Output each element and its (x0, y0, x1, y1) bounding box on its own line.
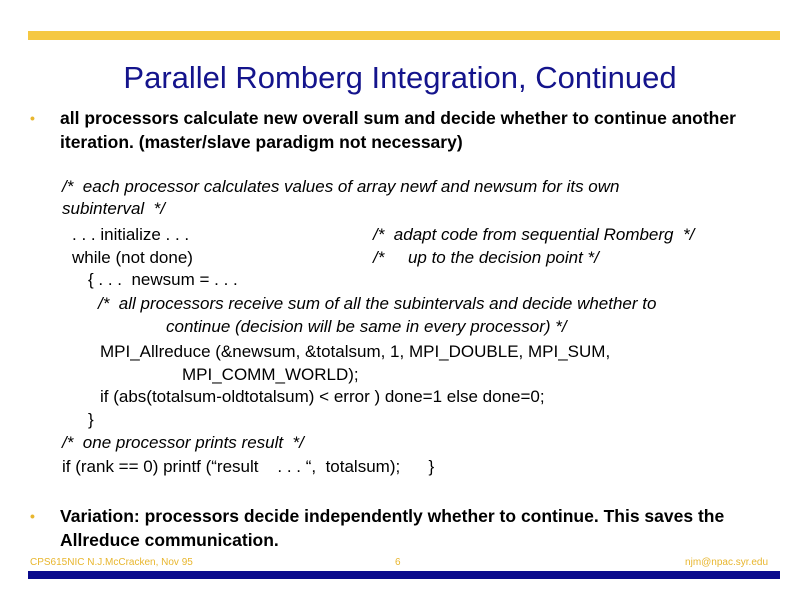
bullet-dot-icon: • (30, 110, 35, 126)
footer-email: njm@npac.syr.edu (685, 557, 768, 568)
footer-page-number: 6 (395, 557, 401, 568)
code-line-close-brace: } (88, 410, 94, 429)
code-comment-adapt: /* adapt code from sequential Romberg */ (373, 225, 695, 244)
footer-author: CPS615NIC N.J.McCracken, Nov 95 (30, 557, 193, 568)
code-comment-print: /* one processor prints result */ (62, 433, 304, 452)
code-comment-decision: /* up to the decision point */ (373, 248, 599, 267)
code-comment-2: subinterval */ (62, 199, 165, 218)
code-comment-continue: continue (decision will be same in every processor) */ (166, 317, 567, 336)
bullet-text-1: all processors calculate new overall sum and decide whether to continue another iteration. (master/slave paradigm not necessary) (60, 108, 736, 152)
top-accent-bar (28, 31, 780, 40)
code-line-allreduce: MPI_Allreduce (&newsum, &totalsum, 1, MPI_DOUBLE, MPI_SUM, (100, 342, 611, 361)
code-line-if-done: if (abs(totalsum-oldtotalsum) < error ) done=1 else done=0; (100, 387, 545, 406)
code-line-while: while (not done) (72, 248, 193, 267)
code-line-initialize: . . . initialize . . . (72, 225, 190, 244)
slide-title: Parallel Romberg Integration, Continued (123, 60, 677, 95)
code-line-printf: if (rank == 0) printf (“result . . . “, totalsum); } (62, 457, 435, 476)
code-comment-1: /* each processor calculates values of array newf and newsum for its own (62, 177, 620, 196)
code-comment-receive: /* all processors receive sum of all the subintervals and decide whether to (98, 294, 657, 313)
code-line-newsum: { . . . newsum = . . . (88, 270, 238, 289)
bottom-accent-bar (28, 571, 780, 579)
code-line-comm-world: MPI_COMM_WORLD); (182, 365, 359, 384)
bullet-dot-icon: • (30, 508, 35, 524)
bullet-text-2: Variation: processors decide independently whether to continue. This saves the Allreduce communication. (60, 506, 725, 550)
